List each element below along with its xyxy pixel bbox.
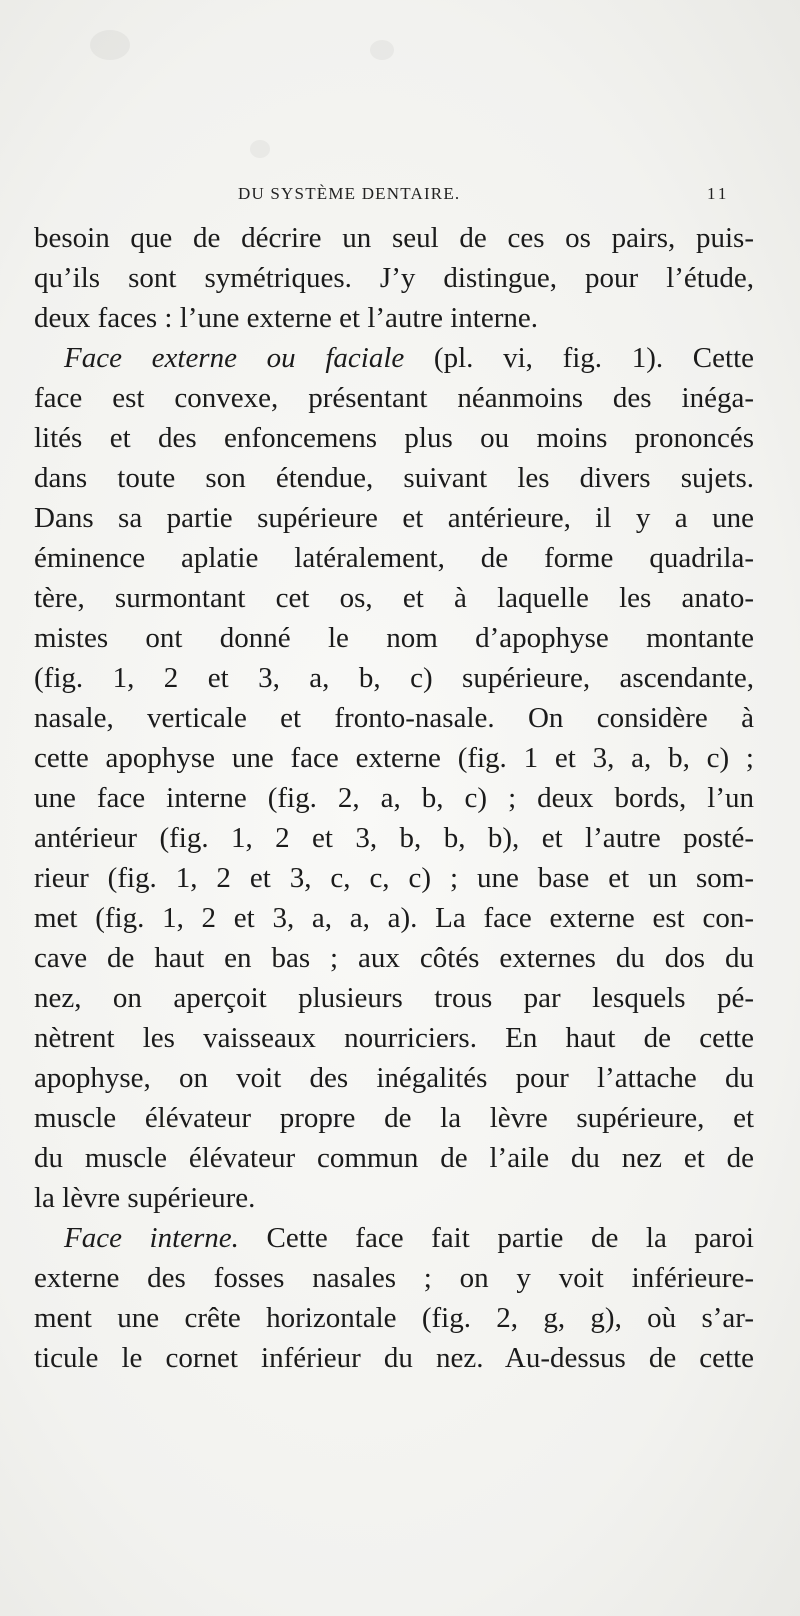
line-text: ment une crête horizontale (fig. 2, g, g), où s’ar- xyxy=(34,1302,754,1334)
line-text: du muscle élévateur commun de l’aile du nez et de xyxy=(34,1142,754,1174)
text-line xyxy=(34,1098,754,1138)
paper-stain xyxy=(370,40,394,60)
line-text: besoin que de décrire un seul de ces os pairs, puis- xyxy=(34,222,754,254)
text-line xyxy=(34,538,754,578)
body-text xyxy=(34,218,754,1378)
line-text: Dans sa partie supérieure et antérieure, il y a une xyxy=(34,502,754,534)
line-text: Cette face fait partie de la paroi xyxy=(238,1222,754,1254)
page-number: 11 xyxy=(707,184,730,203)
text-line xyxy=(34,1258,754,1298)
text-line xyxy=(34,498,754,538)
text-line xyxy=(34,1218,754,1258)
text-line xyxy=(34,578,754,618)
text-line xyxy=(34,1058,754,1098)
section-heading: Face interne. xyxy=(64,1222,239,1254)
text-line xyxy=(34,618,754,658)
text-line xyxy=(34,898,754,938)
line-text: ticule le cornet inférieur du nez. Au-dessus de cette xyxy=(34,1342,754,1374)
line-text: met (fig. 1, 2 et 3, a, a, a). La face externe est con- xyxy=(34,902,754,934)
line-text: apophyse, on voit des inégalités pour l’attache du xyxy=(34,1062,754,1094)
paper-stain xyxy=(90,30,130,60)
line-text: cave de haut en bas ; aux côtés externes du dos du xyxy=(34,942,754,974)
line-text: antérieur (fig. 1, 2 et 3, b, b, b), et l’autre posté- xyxy=(34,822,754,854)
line-text: cette apophyse une face externe (fig. 1 et 3, a, b, c) ; xyxy=(34,742,754,774)
text-line xyxy=(34,458,754,498)
text-line xyxy=(34,1338,754,1378)
line-text: muscle élévateur propre de la lèvre supérieure, et xyxy=(34,1102,754,1134)
text-line xyxy=(34,738,754,778)
line-text: mistes ont donné le nom d’apophyse montante xyxy=(34,622,754,654)
line-text: nasale, verticale et fronto-nasale. On considère à xyxy=(34,702,754,734)
line-text: rieur (fig. 1, 2 et 3, c, c, c) ; une base et un som- xyxy=(34,862,754,894)
text-line xyxy=(34,1178,754,1218)
text-line xyxy=(34,258,754,298)
text-line xyxy=(34,778,754,818)
line-text: face est convexe, présentant néanmoins des inéga- xyxy=(34,382,754,414)
line-text: tère, surmontant cet os, et à laquelle les anato- xyxy=(34,582,754,614)
text-line xyxy=(34,658,754,698)
line-text: externe des fosses nasales ; on y voit inférieure- xyxy=(34,1262,754,1294)
text-line xyxy=(34,938,754,978)
line-text: (fig. 1, 2 et 3, a, b, c) supérieure, ascendante, xyxy=(34,662,754,694)
text-line xyxy=(34,298,754,338)
text-line xyxy=(34,1298,754,1338)
text-line xyxy=(34,378,754,418)
text-line xyxy=(34,698,754,738)
running-head xyxy=(0,184,800,214)
text-line xyxy=(34,818,754,858)
text-line xyxy=(34,338,754,378)
paper-stain xyxy=(250,140,270,158)
text-line xyxy=(34,1018,754,1058)
line-text: nètrent les vaisseaux nourriciers. En haut de cette xyxy=(34,1022,754,1054)
line-text: qu’ils sont symétriques. J’y distingue, pour l’étude, xyxy=(34,262,754,294)
line-text: une face interne (fig. 2, a, b, c) ; deux bords, l’un xyxy=(34,782,754,814)
section-heading: Face externe ou faciale xyxy=(64,342,405,374)
text-line xyxy=(34,418,754,458)
line-text: lités et des enfoncemens plus ou moins prononcés xyxy=(34,422,754,454)
line-text: dans toute son étendue, suivant les divers sujets. xyxy=(34,462,754,494)
text-line xyxy=(34,858,754,898)
text-line xyxy=(34,1138,754,1178)
line-text: deux faces : l’une externe et l’autre interne. xyxy=(34,302,539,334)
running-head-title: DU SYSTÈME DENTAIRE. xyxy=(238,184,461,203)
line-text: la lèvre supérieure. xyxy=(34,1182,256,1214)
line-text: éminence aplatie latéralement, de forme quadrila- xyxy=(34,542,754,574)
line-text: (pl. vi, fig. 1). Cette xyxy=(404,342,755,374)
text-line xyxy=(34,218,754,258)
line-text: nez, on aperçoit plusieurs trous par lesquels pé- xyxy=(34,982,754,1014)
text-line xyxy=(34,978,754,1018)
